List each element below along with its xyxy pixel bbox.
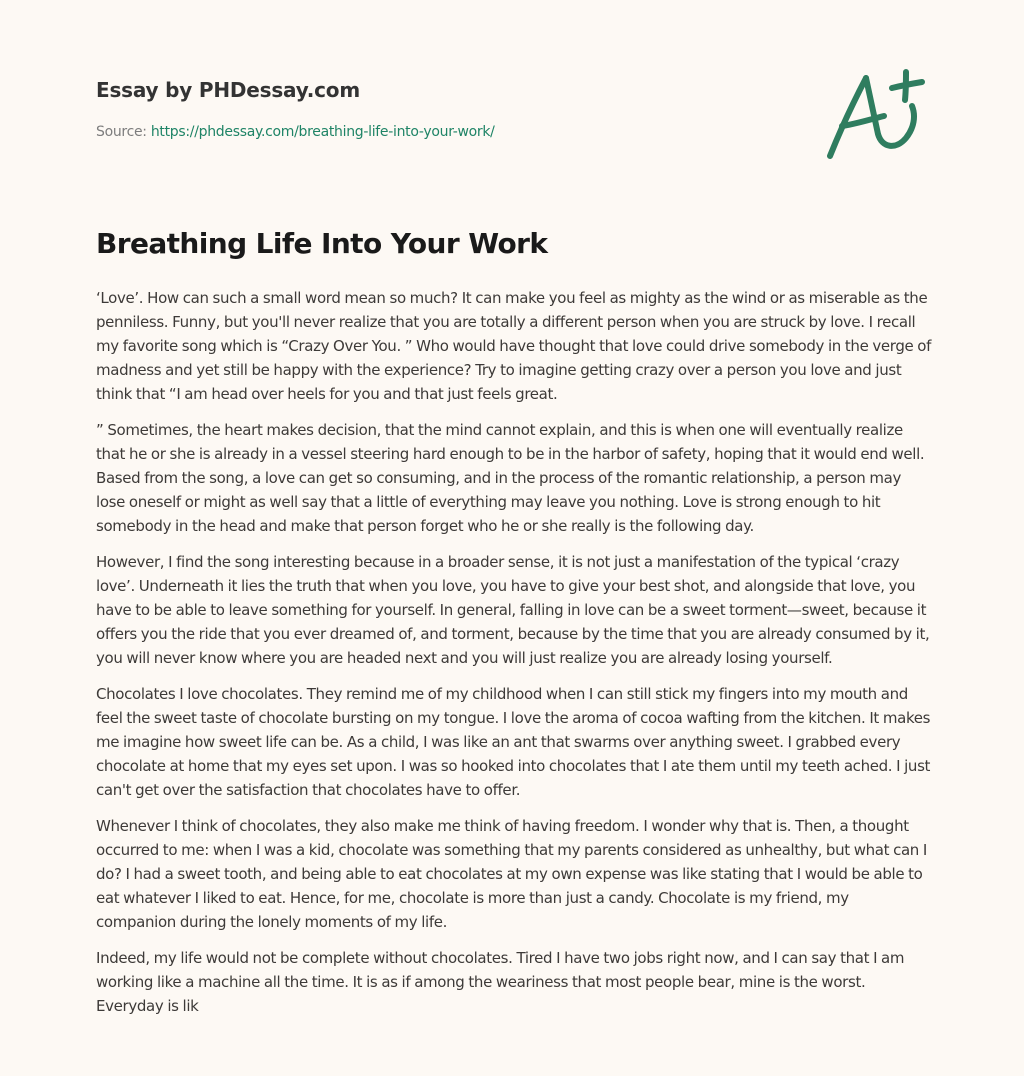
essay-title: Breathing Life Into Your Work [96,227,548,260]
essay-paragraph: ‘Love’. How can such a small word mean so much? It can make you feel as mighty as the wind or as miserable as the penniless. Funny, but you'll never realize that you are totally a different person when you are struck by love. I recall my favorite song which is “Crazy Over You. ” Who would have thought that love could drive somebody in the verge of madness and yet still be happy with the experience? Try to imagine getting crazy over a person you love and just think that “I am head over heels for you and that just feels great. [96,289,932,403]
essay-body [96,286,932,1030]
essay-paragraph: ” Sometimes, the heart makes decision, that the mind cannot explain, and this is when one will eventually realize that he or she is already in a vessel steering hard enough to be in the harbor of safety, hoping that it would end well. Based from the song, a love can get so consuming, and in the process of the romantic relationship, a person may lose oneself or might as well say that a little of everything may leave you nothing. Love is strong enough to hit somebody in the head and make that person forget who he or she really is the following day. [96,421,925,535]
source-link[interactable]: https://phdessay.com/breathing-life-into-your-work/ [150,124,495,140]
a-plus-grade-icon [820,66,930,166]
essay-paragraph: Whenever I think of chocolates, they also make me think of having freedom. I wonder why that is. Then, a thought occurred to me: when I was a kid, chocolate was something that my parents considered as unhealthy, but what can I do? I had a sweet tooth, and being able to eat chocolates at my own expense was like stating that I would be able to eat whatever I liked to eat. Hence, for me, chocolate is more than just a candy. Chocolate is my friend, my companion during the lonely moments of my life. [96,817,927,931]
essay-paragraph: Chocolates I love chocolates. They remind me of my childhood when I can still stick my fingers into my mouth and feel the sweet taste of chocolate bursting on my tongue. I love the aroma of cocoa wafting from the kitchen. It makes me imagine how sweet life can be. As a child, I was like an ant that swarms over anything sweet. I grabbed every chocolate at home that my eyes set upon. I was so hooked into chocolates that I ate them until my teeth ached. I just can't get over the satisfaction that chocolates have to offer. [96,685,931,799]
essay-paragraph: Indeed, my life would not be complete without chocolates. Tired I have two jobs right now, and I can say that I am working like a machine all the time. It is as if among the weariness that most people bear, mine is the worst. Everyday is lik [96,949,905,1015]
site-title: Essay by PHDessay.com [96,78,360,102]
source-label: Source: [96,124,147,140]
source-line [96,122,796,142]
essay-paragraph: However, I find the song interesting because in a broader sense, it is not just a manifestation of the typical ‘crazy love’. Underneath it lies the truth that when you love, you have to give your best shot, and alongside that love, you have to be able to leave something for yourself. In general, falling in love can be a sweet torment—sweet, because it offers you the ride that you ever dreamed of, and torment, because by the time that you are already consumed by it, you will never know where you are headed next and you will just realize you are already losing yourself. [96,553,930,667]
essay-header [96,76,796,142]
